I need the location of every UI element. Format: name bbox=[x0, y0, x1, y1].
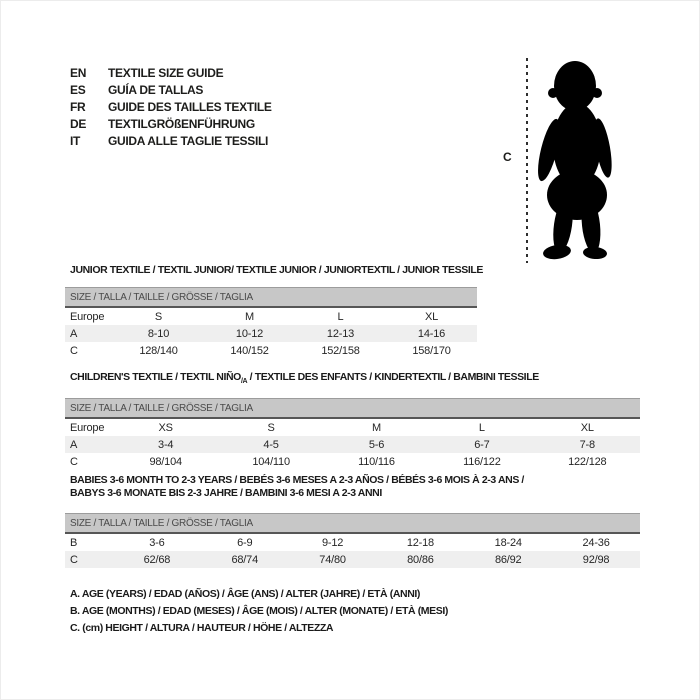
height-cell: 98/104 bbox=[149, 455, 182, 468]
table-row-europe bbox=[65, 418, 640, 436]
table-row-age bbox=[65, 325, 477, 342]
footnote-a: A. AGE (YEARS) / EDAD (AÑOS) / ÂGE (ANS) / ALTER (JAHRE) / ETÀ (ANNI) bbox=[70, 588, 421, 600]
age-cell: 7-8 bbox=[535, 436, 640, 453]
height-cell: 104/110 bbox=[252, 455, 290, 468]
babies-title-line2: BABYS 3-6 MONATE BIS 2-3 JAHRE / BAMBINI 3-6 MESI A 2-3 ANNI bbox=[70, 487, 382, 499]
table-row-age bbox=[65, 436, 640, 453]
height-measure-label: C bbox=[503, 150, 512, 164]
age-cell: 12-18 bbox=[406, 536, 434, 549]
size-cell: S bbox=[267, 421, 275, 434]
age-cell: 14-16 bbox=[386, 325, 477, 342]
age-cell: 8-10 bbox=[113, 325, 204, 342]
height-cell: 92/98 bbox=[552, 551, 640, 568]
size-cell: L bbox=[337, 310, 344, 323]
babies-section-title bbox=[65, 474, 640, 500]
title-prefix: CHILDREN'S TEXTILE / TEXTIL NIÑO bbox=[70, 371, 241, 383]
age-cell: 5-6 bbox=[324, 436, 429, 453]
footnote-c: C. (cm) HEIGHT / ALTURA / HAUTEUR / HÖHE / ALTEZZA bbox=[70, 622, 334, 634]
size-cell: L bbox=[478, 421, 485, 434]
language-list bbox=[70, 64, 272, 149]
age-cell: 3-6 bbox=[149, 536, 165, 549]
language-row-de bbox=[70, 115, 272, 132]
language-row-fr bbox=[70, 98, 272, 115]
row-label: Europe bbox=[70, 310, 105, 323]
size-cell: S bbox=[154, 310, 163, 323]
age-cell: 12-13 bbox=[295, 325, 386, 342]
title-subscript: /A bbox=[240, 378, 248, 386]
age-cell: 4-5 bbox=[218, 436, 323, 453]
language-row-it bbox=[70, 132, 272, 149]
size-header-bar: SIZE / TALLA / TAILLE / GRÖSSE / TAGLIA bbox=[65, 514, 640, 534]
row-label: Europe bbox=[70, 421, 105, 434]
babies-section bbox=[65, 474, 640, 568]
toddler-silhouette-icon bbox=[533, 60, 623, 260]
junior-size-table bbox=[65, 287, 477, 359]
language-code: EN bbox=[70, 65, 87, 80]
footnote-legend bbox=[70, 586, 448, 637]
language-label: GUIDA ALLE TAGLIE TESSILI bbox=[108, 133, 269, 148]
table-row-height bbox=[65, 342, 477, 359]
size-cell: XL bbox=[580, 421, 594, 434]
row-label: C bbox=[70, 455, 78, 468]
language-code: DE bbox=[70, 116, 87, 131]
junior-section-title: JUNIOR TEXTILE / TEXTIL JUNIOR/ TEXTILE JUNIOR / JUNIORTEXTIL / JUNIOR TESSILE bbox=[70, 264, 483, 276]
row-label: C bbox=[65, 551, 113, 568]
children-size-table bbox=[65, 398, 640, 470]
babies-title-line1: BABIES 3-6 MONTH TO 2-3 YEARS / BEBÉS 3-6 MESES A 2-3 AÑOS / BÉBÉS 3-6 MOIS À 2-3 ANS / bbox=[70, 474, 524, 486]
row-label: B bbox=[70, 536, 78, 549]
row-label: A bbox=[65, 325, 113, 342]
language-code: FR bbox=[70, 99, 86, 114]
age-cell: 24-36 bbox=[582, 536, 610, 549]
babies-size-table bbox=[65, 513, 640, 568]
table-row-height bbox=[65, 453, 640, 470]
height-cell: 158/170 bbox=[412, 344, 451, 357]
language-row-es bbox=[70, 81, 272, 98]
size-cell: M bbox=[371, 421, 381, 434]
age-cell: 3-4 bbox=[113, 436, 218, 453]
age-cell: 9-12 bbox=[321, 536, 344, 549]
toddler-figure-block bbox=[500, 52, 635, 267]
height-cell: 128/140 bbox=[139, 344, 178, 357]
table-row-europe bbox=[65, 307, 477, 325]
age-cell: 10-12 bbox=[204, 325, 295, 342]
language-label: GUÍA DE TALLAS bbox=[108, 82, 204, 97]
size-header-bar: SIZE / TALLA / TAILLE / GRÖSSE / TAGLIA bbox=[65, 288, 477, 308]
language-row-en bbox=[70, 64, 272, 81]
height-cell: 110/116 bbox=[358, 455, 395, 468]
footnote-b: B. AGE (MONTHS) / EDAD (MESES) / ÂGE (MOIS) / ALTER (MONATE) / ETÀ (MESI) bbox=[70, 605, 448, 617]
language-label: TEXTILGRÖßENFÜHRUNG bbox=[108, 116, 255, 131]
height-cell: 80/86 bbox=[376, 551, 464, 568]
age-cell: 18-24 bbox=[494, 536, 522, 549]
height-cell: 62/68 bbox=[113, 551, 201, 568]
table-row-height bbox=[65, 551, 640, 568]
size-cell: XL bbox=[424, 310, 439, 323]
language-label: TEXTILE SIZE GUIDE bbox=[108, 65, 224, 80]
table-row-age-months bbox=[65, 533, 640, 551]
language-code: IT bbox=[70, 133, 81, 148]
title-suffix: / TEXTILE DES ENFANTS / KINDERTEXTIL / BAMBINI TESSILE bbox=[247, 371, 539, 383]
size-cell: XS bbox=[158, 421, 173, 434]
language-label: GUIDE DES TAILLES TEXTILE bbox=[108, 99, 272, 114]
height-cell: 74/80 bbox=[289, 551, 377, 568]
age-cell: 6-9 bbox=[237, 536, 253, 549]
size-cell: M bbox=[245, 310, 254, 323]
age-cell: 6-7 bbox=[429, 436, 534, 453]
row-label: A bbox=[65, 436, 113, 453]
height-cell: 140/152 bbox=[230, 344, 269, 357]
height-cell: 152/158 bbox=[321, 344, 360, 357]
height-cell: 116/122 bbox=[463, 455, 501, 468]
children-section-title bbox=[65, 371, 640, 388]
height-cell: 122/128 bbox=[568, 455, 607, 468]
height-cell: 68/74 bbox=[201, 551, 289, 568]
height-cell: 86/92 bbox=[464, 551, 552, 568]
children-section bbox=[65, 371, 640, 470]
row-label: C bbox=[70, 344, 78, 357]
junior-section bbox=[65, 264, 483, 359]
language-code: ES bbox=[70, 82, 86, 97]
height-dashed-line bbox=[526, 58, 528, 263]
size-header-bar: SIZE / TALLA / TAILLE / GRÖSSE / TAGLIA bbox=[65, 399, 640, 419]
